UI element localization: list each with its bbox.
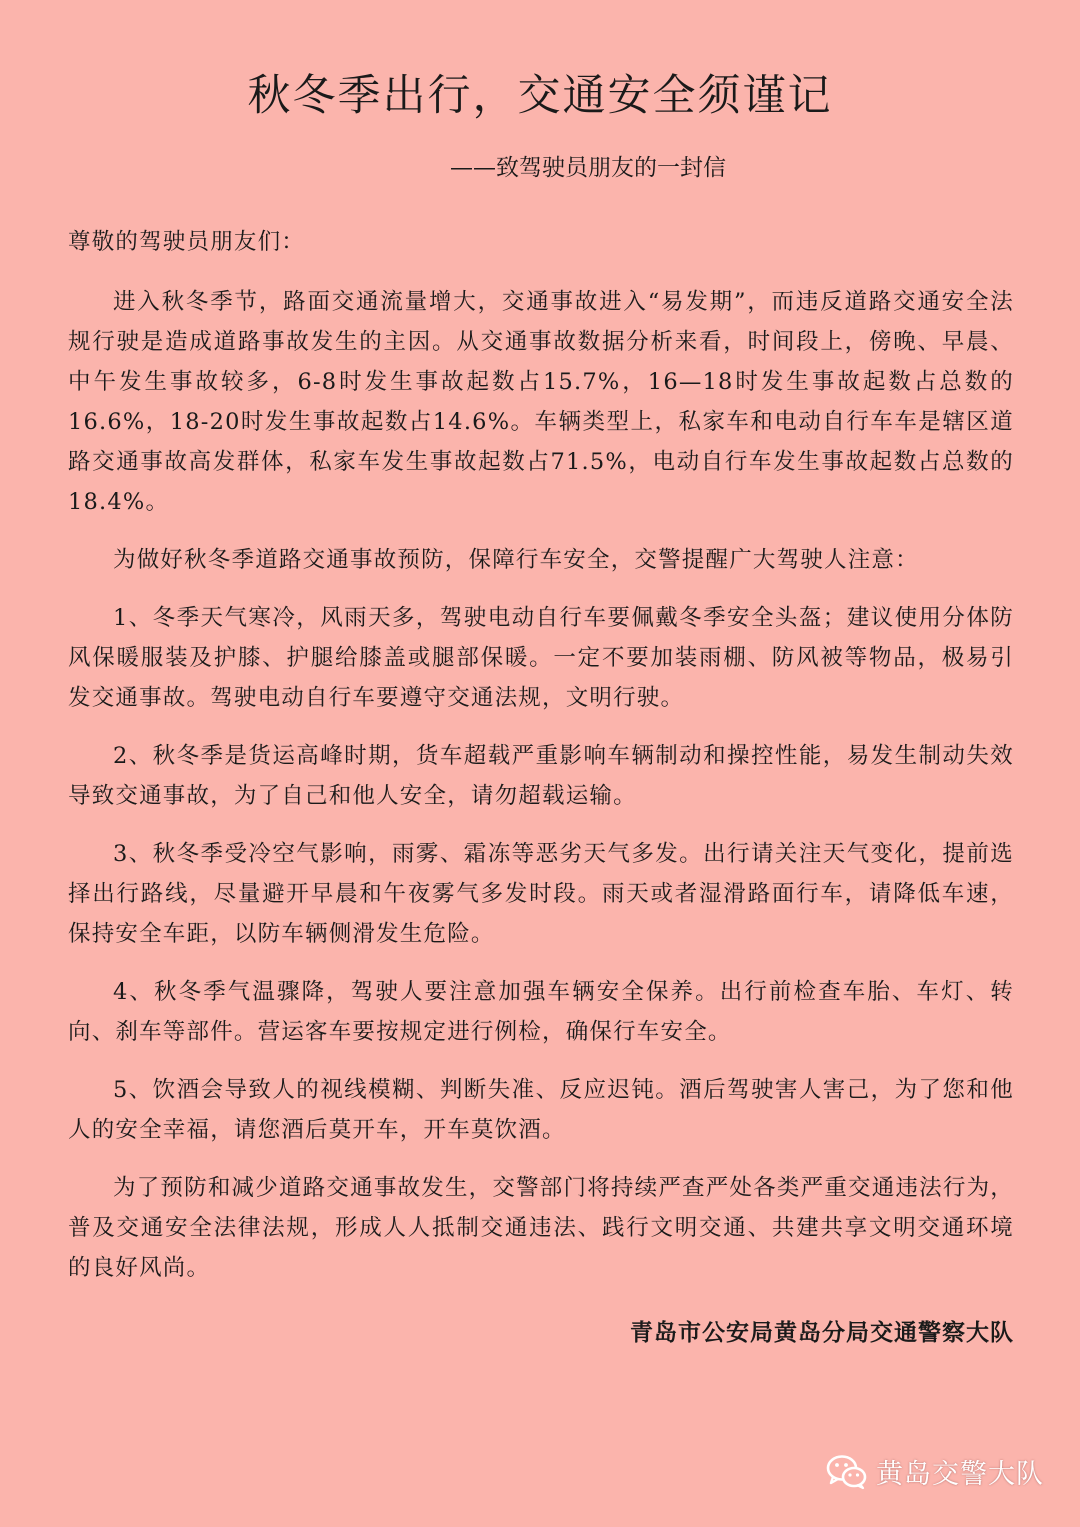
paragraph-closing: 为了预防和减少道路交通事故发生，交警部门将持续严查严处各类严重交通违法行为，普及交通安全法律法规，形成人人抵制交通违法、践行文明交通、共建共享文明交通环境的良好风尚。: [68, 1175, 1014, 1281]
paragraph-reminder-lead: 为做好秋冬季道路交通事故预防，保障行车安全，交警提醒广大驾驶人注意：: [113, 547, 919, 573]
salutation: 尊敬的驾驶员朋友们：: [68, 229, 306, 255]
paragraph-tip-3: 3、秋冬季受冷空气影响，雨雾、霜冻等恶劣天气多发。出行请关注天气变化，提前选择出行路线，尽量避开早晨和午夜雾气多发时段。雨天或者湿滑路面行车，请降低车速，保持安全车距，以防车辆侧滑发生危险。: [68, 841, 1014, 947]
signature: 青岛市公安局黄岛分局交通警察大队: [630, 1319, 1014, 1346]
paragraph-tip-2: 2、秋冬季是货运高峰时期，货车超载严重影响车辆制动和操控性能，易发生制动失效导致交通事故，为了自己和他人安全，请勿超载运输。: [68, 743, 1014, 809]
watermark: [826, 1452, 1044, 1491]
letter-body: [68, 222, 1014, 1306]
paragraph-tip-4: 4、秋冬季气温骤降，驾驶人要注意加强车辆安全保养。出行前检查车胎、车灯、转向、刹车等部件。营运客车要按规定进行例检，确保行车安全。: [68, 979, 1014, 1045]
watermark-text: 黄岛交警大队: [876, 1459, 1044, 1490]
paragraph-tip-5: 5、饮酒会导致人的视线模糊、判断失准、反应迟钝。酒后驾驶害人害己，为了您和他人的安全幸福，请您酒后莫开车，开车莫饮酒。: [68, 1077, 1014, 1143]
wechat-icon: [826, 1454, 868, 1490]
paragraph-tip-1: 1、冬季天气寒冷，风雨天多，驾驶电动自行车要佩戴冬季安全头盔；建议使用分体防风保暖服装及护膝、护腿给膝盖或腿部保暖。一定不要加装雨棚、防风被等物品，极易引发交通事故。驾驶电动自行车要遵守交通法规，文明行驶。: [68, 605, 1014, 711]
letter-subtitle: ——致驾驶员朋友的一封信: [450, 155, 726, 181]
letter-title: 秋冬季出行，交通安全须谨记: [247, 71, 833, 121]
paragraph-intro-statistics: 进入秋冬季节，路面交通流量增大，交通事故进入“易发期”，而违反道路交通安全法规行驶是造成道路事故发生的主因。从交通事故数据分析来看，时间段上，傍晚、早晨、中午发生事故较多，6-8时发生事故起数占15.7%，16—18时发生事故起数占总数的16.6%，18-20时发生事故起数占14.6%。车辆类型上，私家车和电动自行车车是辖区道路交通事故高发群体，私家车发生事故起数占71.5%，电动自行车发生事故起数占总数的18.4%。: [68, 289, 1014, 515]
